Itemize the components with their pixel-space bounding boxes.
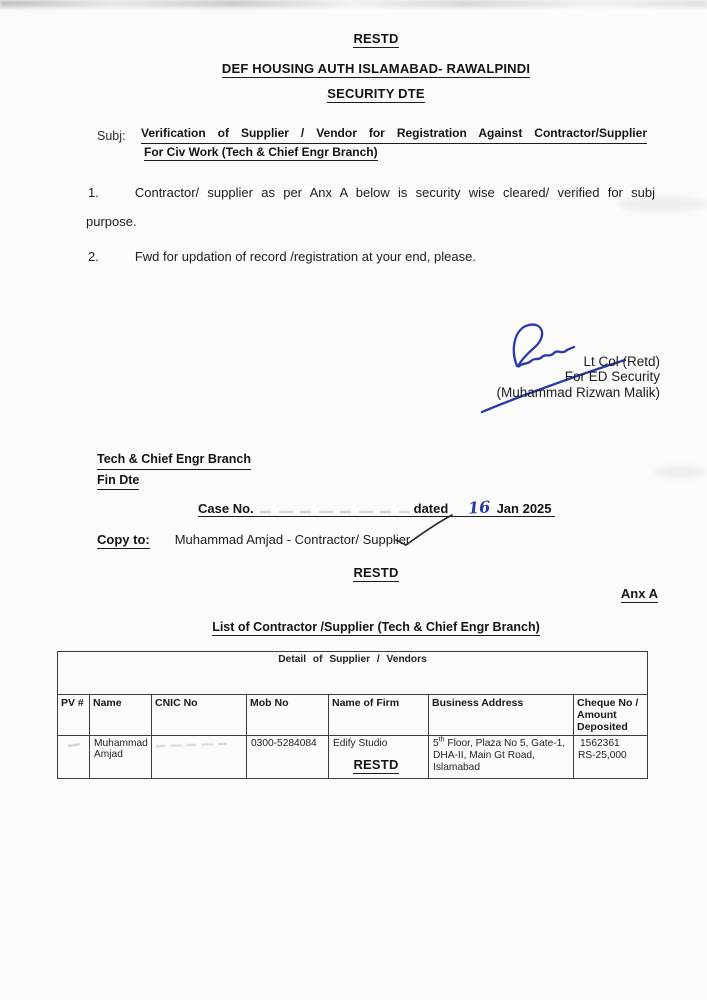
annex-title-row [46,618,706,636]
signature-capacity: For ED Security [564,369,660,385]
para-2-number: 2. [88,249,99,264]
pv-faint-mark [68,743,80,747]
para-2-text: Fwd for updation of record /registration at your end, please. [134,249,476,264]
classification-mid: RESTD [353,565,399,580]
cell-mob: 0300-5284084 [247,736,329,779]
scan-artifact-top-fade [0,4,707,14]
dated-label: dated [413,501,449,516]
para-1-number: 1. [88,185,99,200]
cell-address: 5th Floor, Plaza No 5, Gate-1, DHA-II, Main Gt Road, Islamabad [429,736,574,779]
table-header-row [58,695,648,736]
classification-top: RESTD [353,31,399,46]
org-row [46,60,706,78]
org-name: DEF HOUSING AUTH ISLAMABAD- RAWALPINDI [221,61,531,76]
cheque-number: 1562361 [580,738,620,749]
copy-to-label: Copy to: [97,532,150,547]
classification-header-row [46,30,706,48]
column-header-name: Name [90,695,152,736]
classification-bottom-row [46,756,706,774]
copy-to-row [97,532,410,547]
signature-name: (Muhammad Rizwan Malik) [496,384,660,400]
amount-deposited: RS-25,000 [578,750,627,761]
column-header-pv: PV # [58,695,90,736]
para-1-continuation: purpose. [86,214,137,229]
signature-rank: Lt Col (Retd) [583,354,660,369]
subject-label: Subj: [97,129,126,143]
dept-name: SECURITY DTE [327,86,425,101]
column-header-firm: Name of Firm [329,695,429,736]
annex-title: List of Contractor /Supplier (Tech & Chief Engr Branch) [212,620,540,634]
column-header-cnic: CNIC No [152,695,247,736]
column-header-address: Business Address [429,695,574,736]
handwritten-day: 16 [467,497,492,518]
case-number-redacted [260,505,410,514]
copy-to-recipient: Muhammad Amjad - Contractor/ Supplier [174,532,411,547]
subject-line1: Verification of Supplier / Vendor for Registration Against Contractor/Supplier [141,126,647,144]
paragraph-2 [88,248,655,265]
cell-name: Muhammad Amjad [90,736,152,779]
column-header-mob: Mob No [247,695,329,736]
classification-mid-row [46,564,706,582]
case-number-line [198,498,555,517]
branch-line-2: Fin Dte [97,472,139,491]
classification-bottom: RESTD [353,757,399,772]
case-number-label: Case No. [198,501,254,516]
cnic-redacted [156,740,228,751]
paragraph-1 [88,184,655,230]
para-1-text: Contractor/ supplier as per Anx A below is security wise cleared/ verified for subj [134,185,655,200]
addressee-block [97,451,251,490]
subject-line2: For Civ Work (Tech & Chief Engr Branch) [144,145,378,159]
table-title: Detail of Supplier / Vendors [58,652,648,695]
signature-block [496,354,660,400]
cell-firm: Edify Studio [329,736,429,779]
subject-block [141,126,647,159]
scan-smudge [652,466,707,478]
annex-label: Anx A [620,586,658,601]
branch-line-1: Tech & Chief Engr Branch [97,451,251,470]
column-header-cheque: Cheque No / Amount Deposited [574,695,648,736]
date-month-year: Jan 2025 [496,501,552,516]
dept-row [46,85,706,103]
